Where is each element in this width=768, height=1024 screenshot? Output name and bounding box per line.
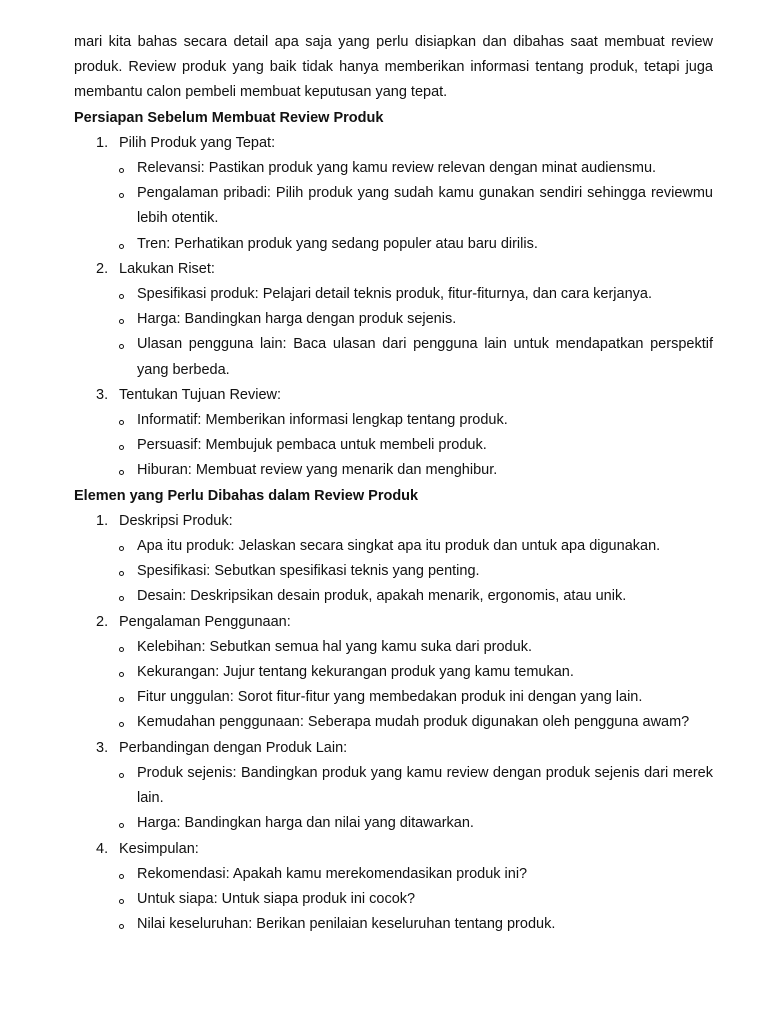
numbered-list: [74, 131, 713, 484]
hollow-bullet-icon: [119, 596, 124, 601]
bullet-list: [74, 635, 713, 736]
numbered-item: [74, 736, 713, 837]
hollow-bullet-icon: [119, 874, 124, 879]
bullet-text: Spesifikasi: Sebutkan spesifikasi teknis yang penting.: [137, 563, 480, 580]
item-number: 3.: [96, 739, 109, 756]
numbered-item: [74, 257, 713, 383]
bullet-item: [74, 660, 713, 685]
section-heading: Elemen yang Perlu Dibahas dalam Review Produk: [74, 487, 419, 504]
item-number: 4.: [96, 840, 109, 857]
hollow-bullet-icon: [119, 420, 124, 425]
bullet-item: [74, 811, 713, 836]
bullet-text: Kelebihan: Sebutkan semua hal yang kamu suka dari produk.: [137, 638, 532, 655]
bullet-text: Apa itu produk: Jelaskan secara singkat apa itu produk dan untuk apa digunakan.: [137, 538, 661, 555]
hollow-bullet-icon: [119, 193, 124, 198]
hollow-bullet-icon: [119, 697, 124, 702]
bullet-item: [74, 232, 713, 257]
bullet-item: [74, 912, 713, 937]
hollow-bullet-icon: [119, 244, 124, 249]
bullet-item: [74, 534, 713, 559]
item-label: Kesimpulan:: [119, 840, 199, 857]
bullet-item: [74, 433, 713, 458]
hollow-bullet-icon: [119, 168, 124, 173]
numbered-item-row: [74, 610, 713, 635]
hollow-bullet-icon: [119, 823, 124, 828]
hollow-bullet-icon: [119, 899, 124, 904]
bullet-item: [74, 332, 713, 382]
item-label: Deskripsi Produk:: [119, 512, 233, 529]
intro-paragraph: mari kita bahas secara detail apa saja yang perlu disiapkan dan dibahas saat membuat review produk. Review produk yang baik tidak hanya memberikan informasi tentang produk, tetapi juga membantu calon pembeli membuat keputusan yang tepat.: [74, 34, 713, 101]
bullet-text: Hiburan: Membuat review yang menarik dan menghibur.: [137, 462, 498, 479]
numbered-item: [74, 131, 713, 257]
hollow-bullet-icon: [119, 319, 124, 324]
bullet-text: Pengalaman pribadi: Pilih produk yang sudah kamu gunakan sendiri sehingga reviewmu lebih otentik.: [137, 185, 713, 227]
bullet-text: Persuasif: Membujuk pembaca untuk membeli produk.: [137, 437, 487, 454]
item-label: Tentukan Tujuan Review:: [119, 386, 282, 403]
item-number: 3.: [96, 386, 109, 403]
sections-container: [74, 106, 713, 938]
numbered-list: [74, 509, 713, 937]
numbered-item: [74, 383, 713, 484]
bullet-item: [74, 458, 713, 483]
section-heading: Persiapan Sebelum Membuat Review Produk: [74, 109, 384, 126]
document-body: [74, 30, 713, 937]
item-label: Pilih Produk yang Tepat:: [119, 134, 276, 151]
item-label: Lakukan Riset:: [119, 260, 215, 277]
numbered-item-row: [74, 131, 713, 156]
hollow-bullet-icon: [119, 722, 124, 727]
bullet-text: Nilai keseluruhan: Berikan penilaian keseluruhan tentang produk.: [137, 916, 556, 933]
bullet-text: Rekomendasi: Apakah kamu merekomendasikan produk ini?: [137, 865, 528, 882]
bullet-text: Fitur unggulan: Sorot fitur-fitur yang membedakan produk ini dengan yang lain.: [137, 689, 643, 706]
numbered-item: [74, 610, 713, 736]
bullet-item: [74, 685, 713, 710]
bullet-list: [74, 534, 713, 610]
hollow-bullet-icon: [119, 647, 124, 652]
hollow-bullet-icon: [119, 546, 124, 551]
bullet-list: [74, 282, 713, 383]
bullet-item: [74, 181, 713, 231]
numbered-item-row: [74, 736, 713, 761]
hollow-bullet-icon: [119, 344, 124, 349]
bullet-list: [74, 408, 713, 484]
hollow-bullet-icon: [119, 294, 124, 299]
bullet-item: [74, 408, 713, 433]
numbered-item: [74, 837, 713, 938]
hollow-bullet-icon: [119, 672, 124, 677]
bullet-text: Untuk siapa: Untuk siapa produk ini cocok?: [137, 890, 416, 907]
bullet-item: [74, 307, 713, 332]
hollow-bullet-icon: [119, 445, 124, 450]
bullet-text: Relevansi: Pastikan produk yang kamu review relevan dengan minat audiensmu.: [137, 160, 657, 177]
bullet-text: Kekurangan: Jujur tentang kekurangan produk yang kamu temukan.: [137, 664, 574, 681]
hollow-bullet-icon: [119, 571, 124, 576]
numbered-item-row: [74, 257, 713, 282]
numbered-item: [74, 509, 713, 610]
hollow-bullet-icon: [119, 924, 124, 929]
bullet-item: [74, 156, 713, 181]
numbered-item-row: [74, 837, 713, 862]
item-number: 2.: [96, 260, 109, 277]
item-label: Pengalaman Penggunaan:: [119, 613, 291, 630]
bullet-list: [74, 156, 713, 257]
item-number: 1.: [96, 134, 109, 151]
numbered-item-row: [74, 383, 713, 408]
bullet-list: [74, 761, 713, 837]
bullet-text: Informatif: Memberikan informasi lengkap tentang produk.: [137, 412, 508, 429]
bullet-item: [74, 887, 713, 912]
bullet-list: [74, 862, 713, 938]
bullet-item: [74, 282, 713, 307]
bullet-item: [74, 559, 713, 584]
bullet-text: Spesifikasi produk: Pelajari detail teknis produk, fitur-fiturnya, dan cara kerjanya.: [137, 286, 653, 303]
bullet-text: Desain: Deskripsikan desain produk, apakah menarik, ergonomis, atau unik.: [137, 588, 627, 605]
hollow-bullet-icon: [119, 773, 124, 778]
bullet-text: Produk sejenis: Bandingkan produk yang kamu review dengan produk sejenis dari merek lain.: [137, 764, 713, 807]
item-number: 2.: [96, 613, 109, 630]
item-label: Perbandingan dengan Produk Lain:: [119, 739, 348, 756]
bullet-item: [74, 584, 713, 609]
bullet-item: [74, 761, 713, 811]
hollow-bullet-icon: [119, 470, 124, 475]
numbered-item-row: [74, 509, 713, 534]
bullet-text: Kemudahan penggunaan: Seberapa mudah produk digunakan oleh pengguna awam?: [137, 714, 690, 731]
bullet-item: [74, 635, 713, 660]
bullet-text: Tren: Perhatikan produk yang sedang populer atau baru dirilis.: [137, 235, 538, 252]
bullet-item: [74, 862, 713, 887]
bullet-text: Harga: Bandingkan harga dengan produk sejenis.: [137, 311, 457, 328]
bullet-text: Harga: Bandingkan harga dan nilai yang ditawarkan.: [137, 815, 474, 832]
item-number: 1.: [96, 512, 109, 529]
bullet-item: [74, 710, 713, 735]
bullet-text: Ulasan pengguna lain: Baca ulasan dari pengguna lain untuk mendapatkan perspektif yang berbeda.: [137, 336, 713, 378]
